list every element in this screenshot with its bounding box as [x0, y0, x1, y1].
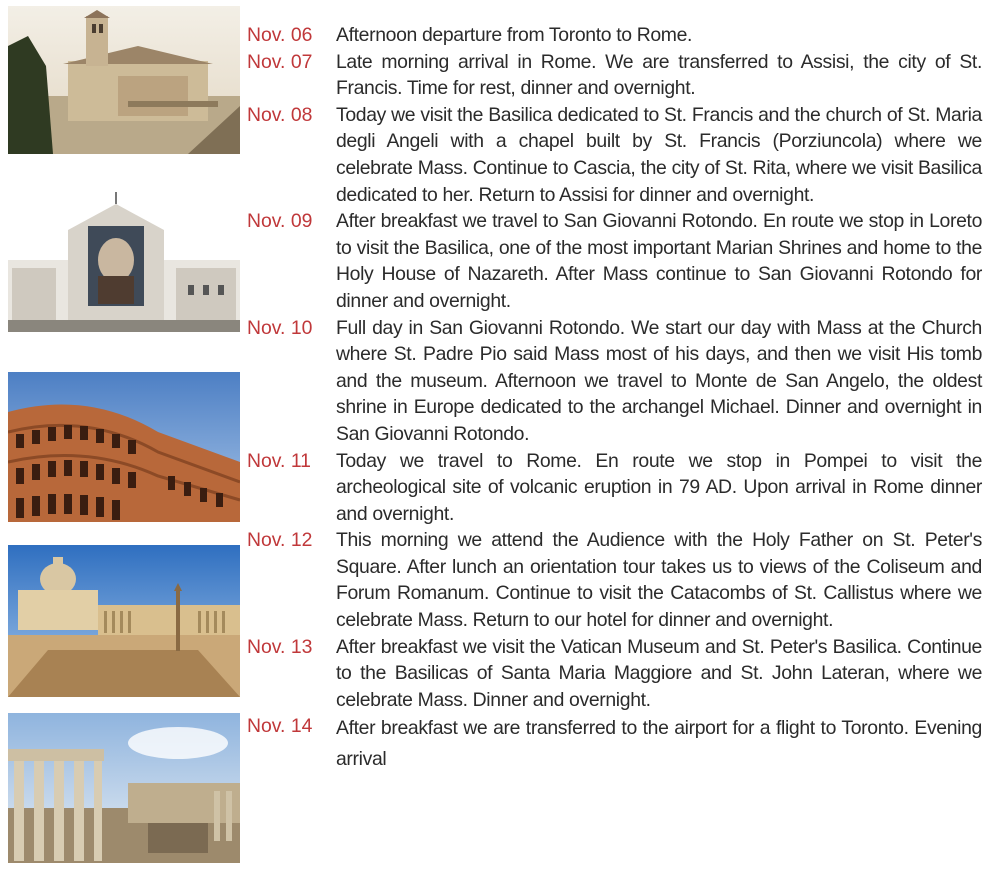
entry-description: Afternoon departure from Toronto to Rome.	[336, 24, 693, 46]
entry-date: Nov. 14	[247, 715, 313, 738]
entry-description: This morning we attend the Audience with the Holy Father on St. Peter's Square. After lunch an orientation tour takes us to views of the Coliseum and Forum Romanum. Continue to visit the Catacombs of St. Callistus where we celebrate Mass. Return to our hotel for dinner and overnight.	[336, 529, 982, 632]
colosseum-photo	[8, 372, 240, 522]
assisi-basilica-photo	[8, 6, 240, 154]
entry-description: After breakfast we travel to San Giovanni Rotondo. En route we stop in Loreto to visit the Basilica, one of the most important Marian Shrines and home to the Holy House of Nazareth. After Mass continue to San Giovanni Rotondo for dinner and overnight.	[336, 210, 982, 312]
entry-description: After breakfast we visit the Vatican Museum and St. Peter's Basilica. Continue to the Basilicas of Santa Maria Maggiore and St. John Lateran, where we celebrate Mass. Dinner and overnight.	[336, 635, 982, 711]
itinerary-entry	[247, 22, 982, 49]
itinerary-entry	[247, 208, 982, 314]
entry-date: Nov. 07	[247, 50, 313, 73]
itinerary-entry	[247, 713, 982, 775]
itinerary-entry	[247, 102, 982, 208]
entry-date: Nov. 13	[247, 635, 313, 658]
entry-description: Today we travel to Rome. En route we stop in Pompei to visit the archeological site of volcanic eruption in 79 AD. Upon arrival in Rome dinner and overnight.	[336, 449, 982, 525]
itinerary-entry	[247, 527, 982, 633]
entry-date: Nov. 09	[247, 210, 313, 233]
entry-date: Nov. 08	[247, 103, 313, 126]
entry-date: Nov. 10	[247, 316, 313, 339]
itinerary-entry	[247, 315, 982, 448]
itinerary-entry	[247, 448, 982, 528]
entry-description: Today we visit the Basilica dedicated to St. Francis and the church of St. Maria degli Angeli with a chapel built by St. Francis (Porziuncola) where we celebrate Mass. Continue to Cascia, the city of St. Rita, where we visit Basilica dedicated to her. Return to Assisi for dinner and overnight.	[336, 103, 982, 206]
itinerary-entry	[247, 49, 982, 102]
entry-date: Nov. 06	[247, 24, 313, 46]
entry-description: Full day in San Giovanni Rotondo. We start our day with Mass at the Church where St. Padre Pio said Mass most of his days, and then we visit His tomb and the museum. Afternoon we travel to Monte de San Angelo, the oldest shrine in Europe dedicated to the archangel Michael. Dinner and overnight in San Giovanni Rotondo.	[336, 316, 982, 445]
st-peters-square-photo	[8, 545, 240, 697]
padre-pio-church-photo	[8, 190, 240, 332]
itinerary-list	[247, 22, 982, 775]
forum-romanum-photo	[8, 713, 240, 863]
entry-date: Nov. 11	[247, 449, 311, 472]
entry-description: After breakfast we are transferred to the airport for a flight to Toronto. Evening arrival	[336, 717, 982, 771]
entry-date: Nov. 12	[247, 529, 313, 552]
entry-description: Late morning arrival in Rome. We are transferred to Assisi, the city of St. Francis. Time for rest, dinner and overnight.	[336, 50, 982, 100]
itinerary-entry	[247, 634, 982, 714]
